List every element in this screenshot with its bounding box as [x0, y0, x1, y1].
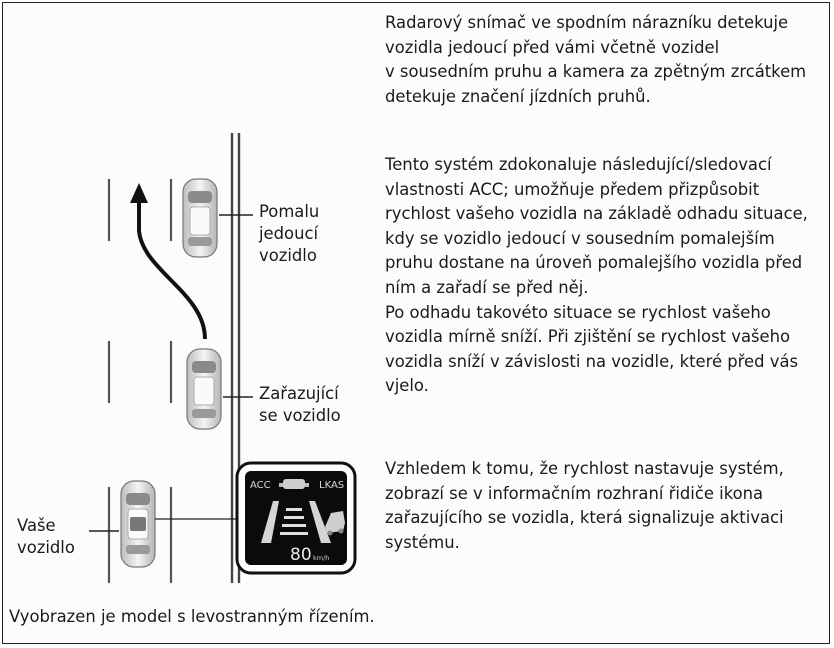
own-vehicle-label — [17, 515, 75, 559]
display-speed-value: 80 — [290, 545, 312, 565]
merging-vehicle-car — [187, 349, 221, 429]
driver-info-display — [237, 463, 355, 573]
text-line: vozidla jedoucí před vámi včetně vozidel — [385, 37, 720, 57]
footer-caption: Vyobrazen je model s levostranným řízením. — [9, 607, 375, 626]
text-line: vozidla sníží v závislosti na vozidle, které před vás — [385, 351, 799, 371]
display-acc-label: ACC — [250, 480, 271, 491]
slow-vehicle-label-line: jedoucí — [259, 224, 319, 243]
paragraph-display-icon — [385, 457, 784, 555]
merging-vehicle-label-line: Zařazující — [259, 384, 339, 403]
text-line: pruhu dostane na úroveň pomalejšího vozidla před — [385, 253, 803, 273]
content-frame — [2, 2, 830, 644]
text-line: systému. — [385, 532, 460, 552]
text-line: Radarový snímač ve spodním nárazníku detekuje — [385, 13, 789, 32]
slow-vehicle-label-line: Pomalu — [259, 202, 320, 221]
merging-vehicle-label-line: se vozidlo — [259, 406, 341, 425]
own-vehicle-label-line: Vaše — [17, 516, 56, 535]
own-vehicle-car — [121, 481, 155, 567]
display-lkas-label: LKAS — [319, 480, 345, 491]
text-line: ním a zařadí se před něj. — [385, 277, 589, 297]
text-line: zobrazí se v informačním rozhraní řidiče ikona — [385, 483, 764, 503]
text-line: detekuje značení jízdních pruhů. — [385, 86, 651, 106]
text-line: v sousedním pruhu a kamera za zpětným zrcátkem — [385, 62, 807, 82]
own-vehicle-label-line: vozidlo — [17, 538, 75, 557]
road-diagram — [3, 3, 383, 603]
text-line: Po odhadu takovéto situace se rychlost vašeho — [385, 302, 771, 322]
text-line: vlastnosti ACC; umožňuje předem přizpůsobit — [385, 179, 760, 199]
paragraph-sensors — [385, 11, 806, 109]
merging-vehicle-label — [259, 383, 341, 427]
paragraph-system-behavior — [385, 153, 808, 399]
slow-vehicle-label — [259, 201, 319, 267]
text-line: vozidla mírně sníží. Při zjištění se rychlost vašeho — [385, 327, 791, 347]
text-line: Vzhledem k tomu, že rychlost nastavuje systém, — [385, 459, 784, 478]
slow-vehicle-car — [183, 179, 217, 257]
text-line: Tento systém zdokonaluje následující/sledovací — [385, 155, 772, 174]
text-line: zařazujícího se vozidla, která signalizuje aktivaci — [385, 508, 784, 528]
slow-vehicle-label-line: vozidlo — [259, 246, 317, 265]
text-line: rychlost vašeho vozidla na základě odhadu situace, — [385, 204, 808, 224]
merging-assist-illustration — [3, 3, 383, 603]
text-line: vjelo. — [385, 376, 429, 396]
display-speed-unit: km/h — [313, 554, 330, 562]
text-line: kdy se vozidlo jedoucí v sousedním pomalejším — [385, 228, 775, 248]
vehicle-ahead-icon — [279, 479, 309, 489]
